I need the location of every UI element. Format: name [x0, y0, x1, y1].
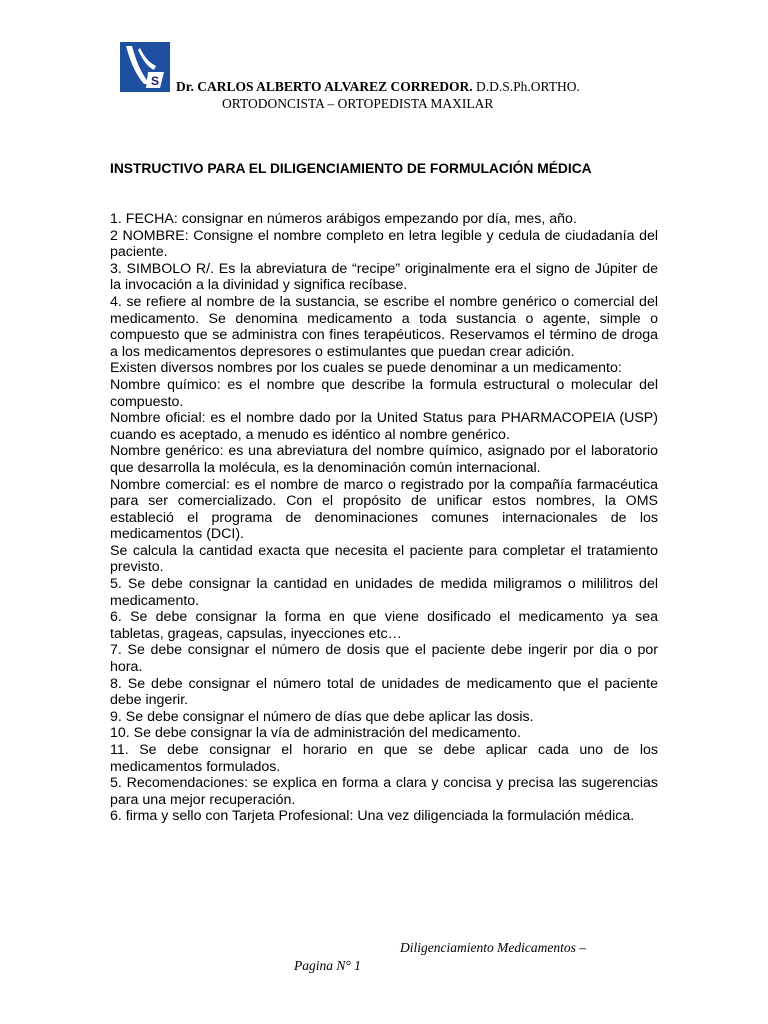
footer-page-number: Pagina N° 1 — [294, 958, 361, 973]
paragraph: 7. Se debe consignar el número de dosis que el paciente debe ingerir por dia o por hora. — [110, 642, 658, 676]
paragraph: 11. Se debe consignar el horario en que se debe aplicar cada uno de los medicamentos formulados. — [110, 742, 658, 775]
paragraph: Nombre genérico: es una abreviatura del nombre químico, asignado por el laboratorio que desarrolla la molécula, es la denominación común internacional. — [110, 443, 658, 476]
paragraph: Se calcula la cantidad exacta que necesita el paciente para completar el tratamiento previsto. — [110, 542, 658, 576]
paragraph: 5. Recomendaciones: se explica en forma a clara y concisa y precisa las sugerencias para una mejor recuperación. — [110, 775, 658, 808]
paragraph: Nombre comercial: es el nombre de marco o registrado por la compañía farmacéutica para ser comercializado. Con el propósito de unificar estos nombres, la OMS estableció el programa de denominaciones comunes internacionales de los medicamentos (DCI). — [110, 476, 658, 543]
paragraph: Nombre oficial: es el nombre dado por la United Status para PHARMACOPEIA (USP) cuando es aceptado, a menudo es idéntico al nombre genérico. — [110, 410, 658, 443]
clinic-logo-icon — [120, 42, 170, 92]
svg-text:S: S — [151, 74, 160, 88]
paragraph: 5. Se debe consignar la cantidad en unidades de medida miligramos o mililitros del medicamento. — [110, 576, 658, 609]
paragraph: 10. Se debe consignar la vía de administración del medicamento. — [110, 725, 521, 742]
doctor-header — [176, 79, 580, 95]
paragraph: 8. Se debe consignar el número total de unidades de medicamento que el paciente debe ingerir. — [110, 675, 658, 709]
doctor-credentials: D.D.S.Ph.ORTHO. — [472, 79, 580, 94]
paragraph: 2 NOMBRE: Consigne el nombre completo en letra legible y cedula de ciudadanía del paciente. — [110, 227, 658, 261]
paragraph: 9. Se debe consignar el número de días que debe aplicar las dosis. — [110, 708, 534, 725]
document-title: INSTRUCTIVO PARA EL DILIGENCIAMIENTO DE FORMULACIÓN MÉDICA — [110, 161, 592, 176]
paragraph: 6. firma y sello con Tarjeta Profesional: Una vez diligenciada la formulación médica. — [110, 808, 635, 825]
doctor-name: Dr. CARLOS ALBERTO ALVAREZ CORREDOR. — [176, 79, 473, 94]
paragraph: 4. se refiere al nombre de la sustancia, se escribe el nombre genérico o comercial del medicamento. Se denomina medicamento a toda sustancia o agente, simple o compuesto que se administra con fines terapéuticos. Reservamos el término de droga a los medicamentos depresores o estimulantes que puedan crear adición. — [110, 293, 658, 360]
paragraph: 1. FECHA: consignar en números arábigos empezando por día, mes, año. — [110, 211, 577, 227]
paragraph: 6. Se debe consignar la forma en que viene dosificado el medicamento ya sea tabletas, grageas, capsulas, inyecciones etc… — [110, 609, 658, 642]
document-body — [110, 211, 658, 825]
footer-document-name: Diligenciamiento Medicamentos – — [400, 940, 586, 955]
paragraph: Existen diversos nombres por los cuales se puede denominar a un medicamento: — [110, 360, 622, 377]
paragraph: Nombre químico: es el nombre que describe la formula estructural o molecular del compuesto. — [110, 376, 658, 410]
paragraph: 3. SIMBOLO R/. Es la abreviatura de “recipe” originalmente era el signo de Júpiter de la invocación a la divinidad y significa recíbase. — [110, 260, 658, 294]
doctor-specialty: ORTODONCISTA – ORTOPEDISTA MAXILAR — [222, 96, 494, 111]
